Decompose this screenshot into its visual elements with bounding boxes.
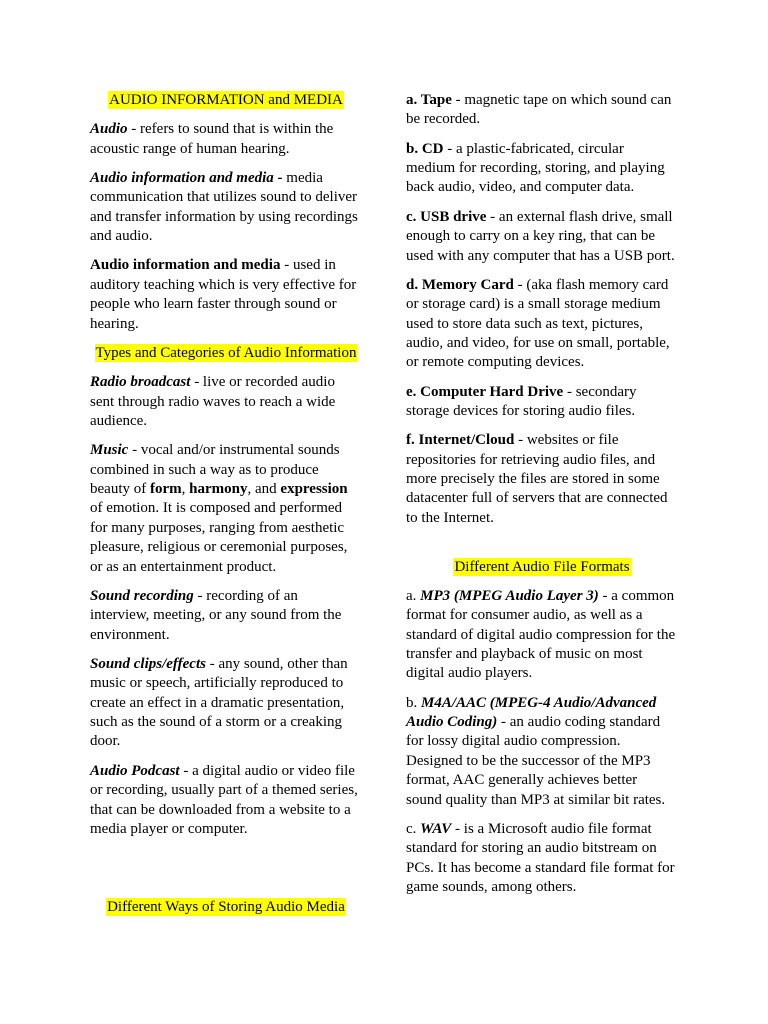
term-label: b. CD [406,140,444,157]
text-line: door. [90,733,121,750]
format-wav [406,820,678,898]
text-line [90,441,362,460]
heading-types-and-categories [90,344,362,363]
text-line: people who learn faster through sound or [90,296,337,313]
text-line: and transfer information by using recordings [90,208,358,225]
text-line: repositories for retrieving audio files, and [406,451,656,468]
term-label-continued: Audio Coding) [406,714,498,731]
right-column [406,91,678,907]
text-run: - a common [598,587,675,604]
term-label: Audio [90,121,128,138]
text-line: that can be downloaded from a website to a [90,801,351,818]
term-label: Audio information and media [90,169,278,186]
text-line [406,587,678,606]
text-line: enough to carry on a key ring, that can be [406,228,656,245]
term-label: Radio broadcast [90,374,191,391]
text-line [406,91,678,110]
text-line: standard of digital audio compression for the [406,626,676,643]
text-line [90,762,362,781]
text-run: media [282,169,323,186]
storage-computer-hard-drive [406,383,678,422]
text-run: - websites or file [514,432,619,449]
text-line: standard for storing an audio bitstream on [406,840,657,857]
text-line: create an effect in a dramatic presentation, [90,694,345,711]
term-label: Music [90,442,129,459]
text-line: be recorded. [406,111,481,128]
text-line: environment. [90,626,170,643]
list-marker: a. [406,587,421,604]
text-line [90,480,362,499]
term-label: c. USB drive [406,208,487,225]
text-line: used to store data such as text, pictures, [406,315,644,332]
bold-word-expression: expression [280,480,348,497]
text-line: to the Internet. [406,509,494,526]
text-line: for many purposes, ranging from aesthetic [90,519,345,536]
text-line: or remote computing devices. [406,354,585,371]
text-run: - a digital audio or video file [179,762,355,779]
text-run: - vocal and/or instrumental sounds [128,442,340,459]
text-line: sound quality than MP3 at similar bit rates. [406,791,666,808]
text-line [406,140,678,159]
term-label: Audio information and media [90,257,281,274]
text-line: interview, meeting, or any sound from the [90,607,342,624]
highlighted-heading-text: Different Audio File Formats [454,558,630,575]
type-music [90,441,362,577]
text-line [90,373,362,392]
text-line: PCs. It has become a standard file format for [406,859,675,876]
text-run: - an audio coding standard [497,714,661,731]
text-line [406,820,678,839]
format-m4a-aac [406,694,678,810]
bold-word-form: form [149,480,182,497]
storage-internet-cloud [406,431,678,528]
text-line [406,713,678,732]
text-line: datacenter full of servers that are connected [406,490,668,507]
text-line: or recording, usually part of a themed series, [90,782,358,799]
term-label: Sound clips/effects [90,655,206,672]
text-line [90,120,362,139]
text-line: more precisely the files are stored in some [406,471,660,488]
text-run: - refers to sound that is within the [127,121,334,138]
heading-audio-information-and-media [90,91,362,110]
text-line: media player or computer. [90,820,248,837]
text-line: format for consumer audio, as well as a [406,607,643,624]
list-marker: b. [406,694,421,711]
text-line: or storage card) is a small storage medium [406,296,661,313]
type-sound-clips-effects [90,655,362,752]
text-line [406,431,678,450]
text-run: - recording of an [193,587,298,604]
text-line: auditory teaching which is very effective for [90,276,357,293]
term-label: MP3 (MPEG Audio Layer 3) [420,587,599,604]
text-line [90,169,362,188]
text-run: - secondary [563,383,637,400]
text-line: communication that utilizes sound to deliver [90,189,358,206]
highlighted-heading-text: Different Ways of Storing Audio Media [107,898,345,915]
term-label: Audio Podcast [90,762,180,779]
definition-audio-information-and-media [90,169,362,247]
text-line: sent through radio waves to reach a wide [90,393,336,410]
text-run: - an external flash drive, small [486,208,673,225]
text-line: music or speech, artificially reproduced to [90,675,344,692]
storage-memory-card [406,276,678,373]
text-line [406,208,678,227]
term-label: e. Computer Hard Drive [406,383,564,400]
left-column [90,91,362,927]
text-run: beauty of [90,480,150,497]
storage-tape [406,91,678,130]
text-run: - any sound, other than [205,655,348,672]
definition-audio [90,120,362,159]
text-line: game sounds, among others. [406,879,577,896]
text-line: for lossy digital audio compression. [406,733,621,750]
type-audio-podcast [90,762,362,840]
text-run: - live or recorded audio [190,374,335,391]
text-run: , [181,480,190,497]
text-line: combined in such a way as to produce [90,461,319,478]
text-line: transfer and playback of music on most [406,646,643,663]
format-mp3 [406,587,678,684]
text-line: pleasure, religious or ceremonial purposes, [90,539,348,556]
text-line: or as an entertainment product. [90,558,277,575]
text-line: used with any computer that has a USB port. [406,247,675,264]
term-label: Sound recording [90,587,194,604]
text-line [406,276,678,295]
text-line: medium for recording, storing, and playing [406,160,665,177]
text-line: back audio, video, and computer data. [406,179,635,196]
text-run: - magnetic tape on which sound can [451,92,672,108]
text-run: - a plastic-fabricated, circular [443,140,624,157]
text-run: , and [247,480,281,497]
text-run: - used in [280,257,336,274]
text-line: audience. [90,412,148,429]
text-line: and audio. [90,228,153,245]
text-line: format, AAC generally achieves better [406,772,638,789]
bold-dash: - [277,169,283,186]
text-line: storage devices for storing audio files. [406,403,636,420]
text-line: audio, and video, for use on small, portable, [406,334,670,351]
type-radio-broadcast [90,373,362,431]
text-line: such as the sound of a storm or a creaking [90,714,343,731]
term-label: M4A/AAC (MPEG-4 Audio/Advanced [421,694,657,711]
text-line: digital audio players. [406,665,533,682]
text-line [90,587,362,606]
bold-word-harmony: harmony [189,480,248,497]
highlighted-heading-text: Types and Categories of Audio Information [95,344,357,361]
term-label: a. Tape [406,92,452,108]
heading-audio-file-formats [406,558,678,577]
storage-cd [406,140,678,198]
term-label: f. Internet/Cloud [406,432,515,449]
term-label: d. Memory Card [406,276,514,293]
type-sound-recording [90,587,362,645]
heading-ways-of-storing-audio-media [90,898,362,917]
text-line [406,694,678,713]
list-marker: c. [406,820,421,837]
text-run: - is a Microsoft audio file format [451,820,652,837]
text-line [90,655,362,674]
text-line: hearing. [90,315,139,332]
text-line: of emotion. It is composed and performed [90,500,343,517]
text-line [406,383,678,402]
text-run: - (aka flash memory card [513,276,669,293]
text-line [90,256,362,275]
term-label: WAV [420,820,452,837]
text-line: acoustic range of human hearing. [90,140,290,157]
usage-audio-information-and-media [90,256,362,334]
text-line: Designed to be the successor of the MP3 [406,752,651,769]
highlighted-heading-text: AUDIO INFORMATION and MEDIA [109,92,343,108]
storage-usb-drive [406,208,678,266]
